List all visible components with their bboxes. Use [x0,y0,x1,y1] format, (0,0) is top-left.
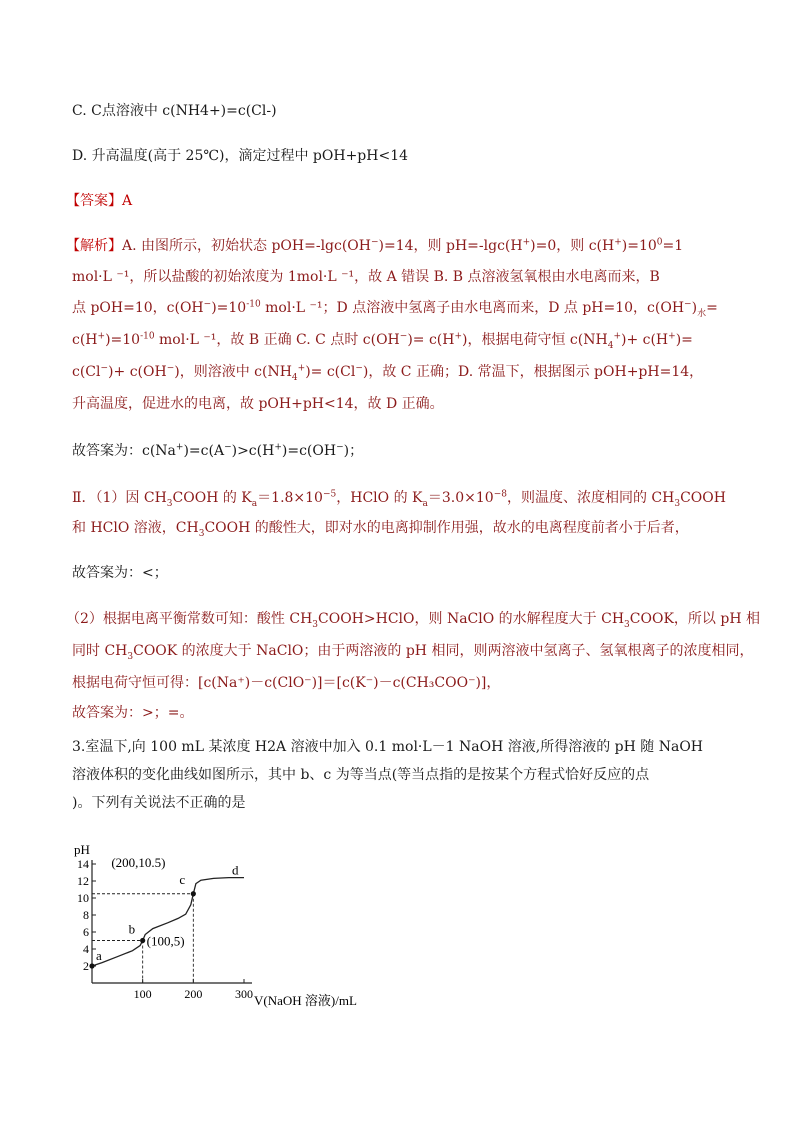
text-run: )=10 [621,238,657,254]
y-tick-label: 12 [77,874,89,888]
text-run: )=10 [211,300,247,316]
sub: 4 [291,372,298,383]
part2-2-line-2 [72,641,753,661]
sup: + [297,363,306,374]
option-c: C. C点溶液中 c(NH4+)=c(Cl-) [72,103,277,119]
chart-curve [92,878,244,966]
sub: a [422,498,428,509]
x-tick-label: 100 [133,987,152,1001]
answer-tag: 【答案】 [66,193,122,209]
text-run: ，则温度、浓度相同的 CH [506,490,675,506]
text-run: COOH 的酸性大，即对水的电离抑制作用强，故水的电离程度前者小于后者， [204,520,689,536]
text-run: )，则溶液中 c(NH [174,364,292,380]
text-run: 故答案为：c(Na [72,443,176,459]
text-run: 同时 CH [72,643,128,659]
y-tick-label: 10 [77,891,89,905]
text-run: mol·L ⁻¹；D 点溶液中氢离子由水电离而来，D 点 pH=10，c(OH [260,300,685,316]
sup: − [166,363,175,374]
sup: + [97,331,106,342]
text-run: Ⅱ．（1）因 CH [72,490,167,506]
sup: + [274,442,282,453]
sup: − [684,299,692,310]
sup: 0 [656,237,663,248]
sub: 3 [312,619,319,630]
sup: −8 [493,489,507,500]
text-run: ) [691,300,698,316]
y-tick-label: 14 [77,857,89,871]
text-run: )>c(H [231,443,275,459]
sup: + [454,331,463,342]
text-run: )+ c(OH [108,364,167,380]
ph-curve-line [92,878,244,966]
text-run: COOH>HClO，则 NaClO 的水解程度大于 CH [318,611,625,627]
question-3-line-1: 3.室温下,向 100 mL 某浓度 H2A 溶液中加入 0.1 mol·L－1 NaOH 溶液,所得溶液的 pH 随 NaOH [72,739,704,755]
point-b-marker [140,938,145,943]
text-run: )=c(OH [281,443,337,459]
text-run: )= c(Cl [305,364,356,380]
sup: −5 [322,489,337,500]
y-axis-label: pH [74,842,90,857]
sup: − [203,299,212,310]
text-run: ＝3.0×10 [427,490,494,506]
part2-2-line-3: 根据电荷守恒可得：[c(Na⁺)－c(ClO⁻)]＝[c(K⁻)－c(CH₃COO⁻)]， [72,675,501,691]
x-axis-label: V(NaOH 溶液)/mL [254,993,357,1008]
y-tick-label: 8 [83,908,89,922]
part2-answer: 故答案为：<； [72,565,168,581]
y-tick-label: 2 [83,959,89,973]
x-tick-label: 300 [235,987,253,1001]
point-a-label: a [96,948,102,963]
sub: 3 [674,498,681,509]
text-run: )= c(H [407,332,455,348]
point-c-marker [191,891,196,896]
sup: − [100,363,109,374]
sup: + [522,237,531,248]
sup: − [399,331,408,342]
point-c-label: c [179,871,186,887]
sup: + [614,237,622,248]
text-run: COOK 的浓度大于 NaClO；由于两溶液的 pH 相同，则两溶液中氢离子、氢氧根离子的浓度相同， [133,643,754,659]
analysis-line-2: mol·L ⁻¹，所以盐酸的初始浓度为 1mol·L ⁻¹，故 A 错误 B. B 点溶液氢氧根由水电离而来，B [72,269,660,285]
analysis-line-4 [72,330,693,350]
part2-line-1 [72,488,726,508]
part2-2-line-1 [66,609,760,629]
part2-2-answer: 故答案为：>；=。 [72,705,194,721]
text-run: A. 由图所示，初始状态 pOH=-lgc(OH [122,238,371,254]
point-b-annotation: (100,5) [146,933,185,949]
conclusion-1 [72,441,363,461]
text-run: = [706,300,718,316]
sub: 水 [697,308,707,319]
text-run: c(H [72,332,98,348]
sup: − [371,237,379,248]
point-b-label: b [128,921,136,937]
analysis-line-1 [66,236,683,256]
point-d-label: d [232,862,239,878]
text-run: )=10 [105,332,141,348]
text-run: )=0，则 c(H [530,238,615,254]
sup: + [668,331,676,342]
point-a-marker [89,963,94,968]
analysis-tag: 【解析】 [66,238,122,254]
x-tick-label: 200 [184,987,203,1001]
text-run: （2）根据电离平衡常数可知：酸性 CH [66,611,313,627]
text-run: ＝1.8×10 [257,490,323,506]
text-run: )=c(A [183,443,225,459]
text-run: ，HClO 的 K [336,490,423,506]
text-run: )= [675,332,693,348]
sub: 3 [198,528,205,539]
text-run: COOK，所以 pH 相 [629,611,760,627]
option-d: D. 升高温度(高于 25℃)，滴定过程中 pOH+pH<14 [72,148,409,164]
question-3-line-3: )。下列有关说法不正确的是 [72,795,246,811]
text-run: )+ c(H [620,332,669,348]
analysis-line-3 [72,298,718,318]
y-tick-label: 4 [83,942,89,956]
sup: + [613,331,621,342]
sub: 4 [607,340,614,351]
text-run: 点 pOH=10，c(OH [72,300,204,316]
sup: − [355,363,363,374]
point-c-annotation: (200,10.5) [111,854,166,870]
text-run: )=14，则 pH=-lgc(H [378,238,523,254]
sub: 3 [166,498,173,509]
y-tick-label: 6 [83,925,89,939]
sub: 3 [127,651,134,662]
analysis-line-6: 升高温度，促进水的电离，故 pOH+pH<14，故 D 正确。 [72,396,444,412]
text-run: )，根据电荷守恒 c(NH [462,332,608,348]
sup: − [336,442,344,453]
part2-line-2 [72,518,689,538]
text-run: )； [343,443,364,459]
titration-chart [72,838,412,1026]
chart-ticks [77,854,253,1001]
text-run: COOH 的 K [172,490,252,506]
sup: − [224,442,232,453]
question-3-line-2: 溶液体积的变化曲线如图所示，其中 b、c 为等当点(等当点指的是按某个方程式恰好反应的点 [72,767,650,783]
sub: a [251,498,258,509]
sub: 3 [624,619,630,630]
answer-value: A [122,193,133,209]
text-run: =1 [662,238,684,254]
sup: -10 [246,299,261,310]
answer-line [66,191,132,211]
sup: + [175,442,184,453]
sup: -10 [140,331,155,342]
analysis-line-5 [72,362,703,382]
text-run: )，故 C 正确；D. 常温下，根据图示 pOH+pH=14， [362,364,704,380]
chart-points [89,855,239,969]
text-run: mol·L ⁻¹，故 B 正确 C. C 点时 c(OH [154,332,400,348]
text-run: c(Cl [72,364,101,380]
text-run: 和 HClO 溶液，CH [72,520,199,536]
text-run: COOH [680,490,726,506]
